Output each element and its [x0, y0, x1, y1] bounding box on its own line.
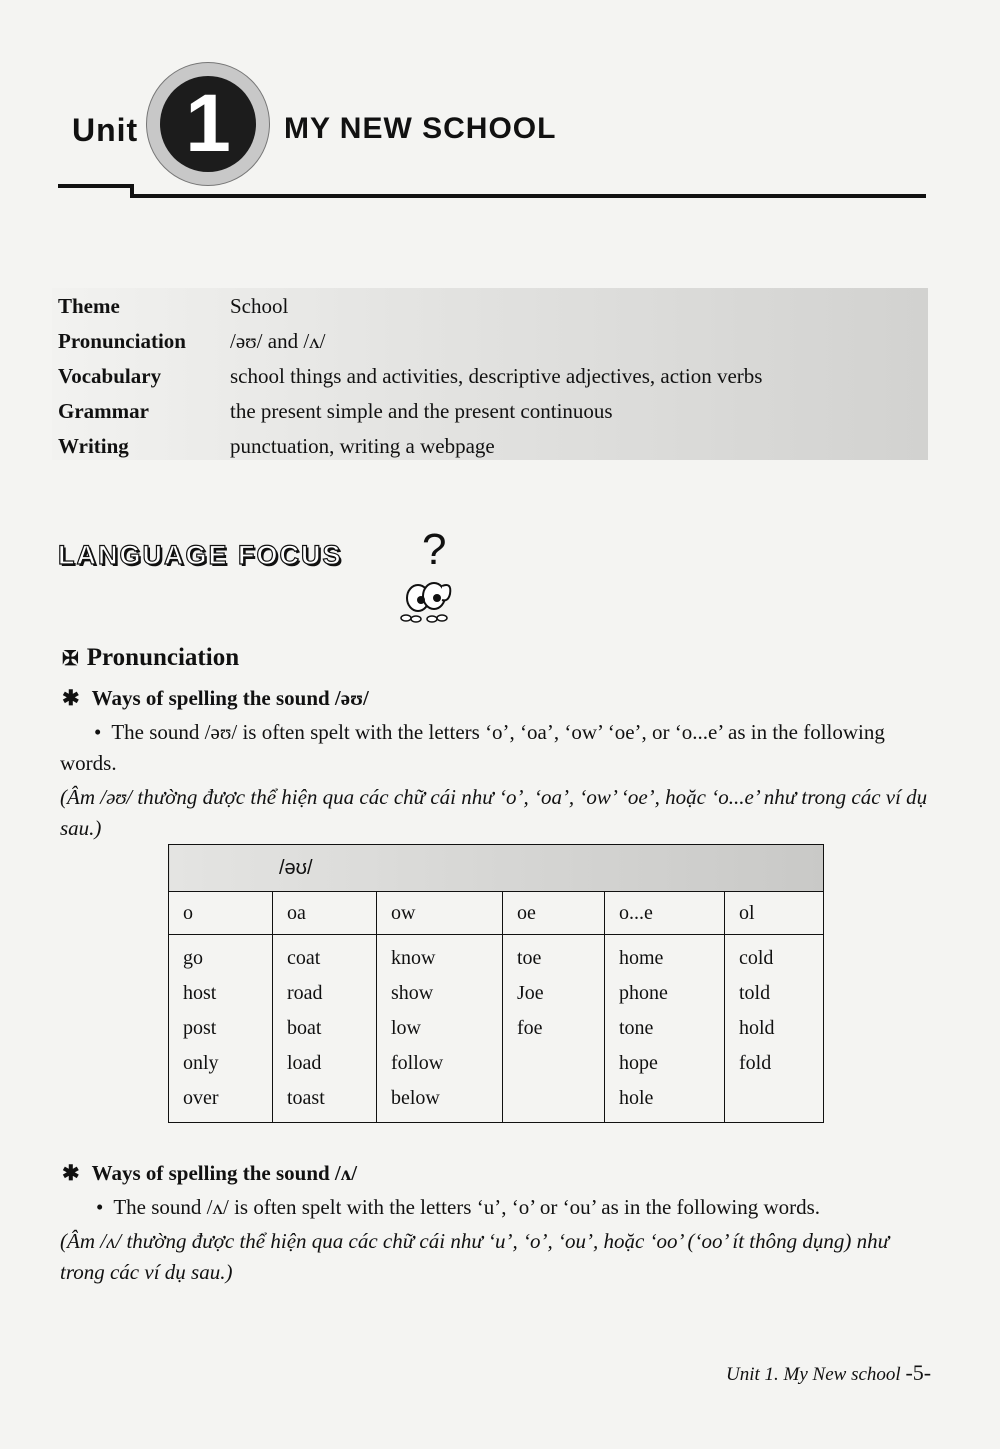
- table-column-header: o: [169, 892, 273, 935]
- table-column-header: o...e: [605, 892, 725, 935]
- language-focus-title: LANGUAGE FOCUS: [58, 540, 343, 570]
- word: toe: [517, 947, 542, 969]
- unit-label: Unit: [72, 112, 139, 148]
- table-header-row: [169, 845, 824, 892]
- table-column-header: oa: [273, 892, 377, 935]
- table-column-header-row: [169, 892, 824, 935]
- table-cell-o: [169, 935, 273, 1123]
- word: hole: [619, 1087, 654, 1109]
- word: over: [183, 1087, 219, 1109]
- unit-number-badge: [146, 62, 270, 186]
- overview-label: Pronunciation: [58, 329, 186, 353]
- unit-overview-box: [52, 288, 928, 460]
- confused-cartoon-face-icon: [394, 524, 470, 628]
- overview-label: Writing: [58, 434, 129, 458]
- overview-value: punctuation, writing a webpage: [230, 434, 495, 458]
- word: know: [391, 947, 436, 969]
- page-number: -5-: [905, 1360, 932, 1385]
- table-column-header: oe: [503, 892, 605, 935]
- header-rule-long: [130, 194, 926, 198]
- footer-text: Unit 1. My New school: [726, 1364, 901, 1385]
- word: Joe: [517, 982, 544, 1004]
- word: show: [391, 982, 434, 1004]
- word: toast: [287, 1087, 325, 1109]
- word: below: [391, 1087, 440, 1109]
- table-cell-o-e: [605, 935, 725, 1123]
- sound1-translation: (Âm /əʊ/ thường được thể hiện qua các chữ cái như ‘o’, ‘oa’, ‘ow’ ‘oe’, hoặc ‘o...e’ như trong các ví dụ sau.): [60, 785, 928, 840]
- word: phone: [619, 982, 668, 1004]
- word: load: [287, 1052, 322, 1074]
- table-cell-oa: [273, 935, 377, 1123]
- table-cell-oe: [503, 935, 605, 1123]
- sound2-description-text: The sound /ʌ/ is often spelt with the letters ‘u’, ‘o’ or ‘ou’ as in the following words.: [113, 1195, 821, 1219]
- table-column-header: ow: [377, 892, 503, 935]
- word: go: [183, 947, 203, 969]
- word: coat: [287, 947, 321, 969]
- word: hope: [619, 1052, 658, 1074]
- overview-value: the present simple and the present continuous: [230, 399, 613, 423]
- overview-value: /əʊ/ and /ʌ/: [230, 329, 326, 353]
- word: told: [739, 982, 771, 1004]
- pronunciation-heading-text: Pronunciation: [86, 644, 240, 671]
- sound2-heading-text: Ways of spelling the sound /ʌ/: [91, 1161, 358, 1185]
- sound1-description-text: The sound /əʊ/ is often spelt with the letters ‘o’, ‘oa’, ‘ow’ ‘oe’, or ‘o...e’ as in the following words.: [60, 720, 885, 775]
- word: post: [183, 1017, 217, 1039]
- table-cell-ol: [725, 935, 824, 1123]
- question-mark-glyph: ?: [422, 525, 447, 574]
- word: road: [287, 982, 323, 1004]
- header-rule: [58, 184, 134, 188]
- spelling-table: [168, 844, 824, 1123]
- word: only: [183, 1052, 219, 1074]
- sound1-heading: [62, 686, 369, 711]
- table-column-header: ol: [725, 892, 824, 935]
- pronunciation-heading: [62, 644, 239, 672]
- bullet-dot-icon: •: [96, 1195, 104, 1219]
- sound1-heading-text: Ways of spelling the sound /əʊ/: [91, 686, 369, 710]
- table-row: [169, 935, 824, 1123]
- word: host: [183, 982, 217, 1004]
- sound2-heading: [62, 1161, 357, 1186]
- overview-label: Theme: [58, 294, 120, 318]
- unit-number: 1: [160, 76, 256, 172]
- cross-bullet-icon: ✠: [62, 648, 79, 670]
- page-footer: [726, 1360, 931, 1386]
- sound2-translation: (Âm /ʌ/ thường được thể hiện qua các chữ cái như ‘u’, ‘o’, ‘ou’, hoặc ‘oo’ (‘oo’ ít thông dụng) như trong các ví dụ sau.): [60, 1229, 890, 1284]
- word: boat: [287, 1017, 322, 1039]
- word: low: [391, 1017, 421, 1039]
- overview-value: school things and activities, descriptive adjectives, action verbs: [230, 364, 763, 388]
- table-cell-ow: [377, 935, 503, 1123]
- word: follow: [391, 1052, 444, 1074]
- star-bullet-icon: ✱: [62, 686, 80, 710]
- word: home: [619, 947, 664, 969]
- unit-title: MY NEW SCHOOL: [284, 112, 557, 145]
- bullet-dot-icon: •: [94, 720, 102, 744]
- table-sound-symbol: /əʊ/: [169, 845, 824, 892]
- overview-label: Vocabulary: [58, 364, 162, 388]
- word: foe: [517, 1017, 543, 1039]
- sound1-description: [60, 717, 930, 779]
- overview-value: School: [230, 294, 289, 318]
- word: fold: [739, 1052, 772, 1074]
- word: hold: [739, 1017, 775, 1039]
- sound2-description: [60, 1192, 940, 1223]
- star-bullet-icon: ✱: [62, 1161, 80, 1185]
- overview-label: Grammar: [58, 399, 149, 423]
- word: tone: [619, 1017, 654, 1039]
- word: cold: [739, 947, 774, 969]
